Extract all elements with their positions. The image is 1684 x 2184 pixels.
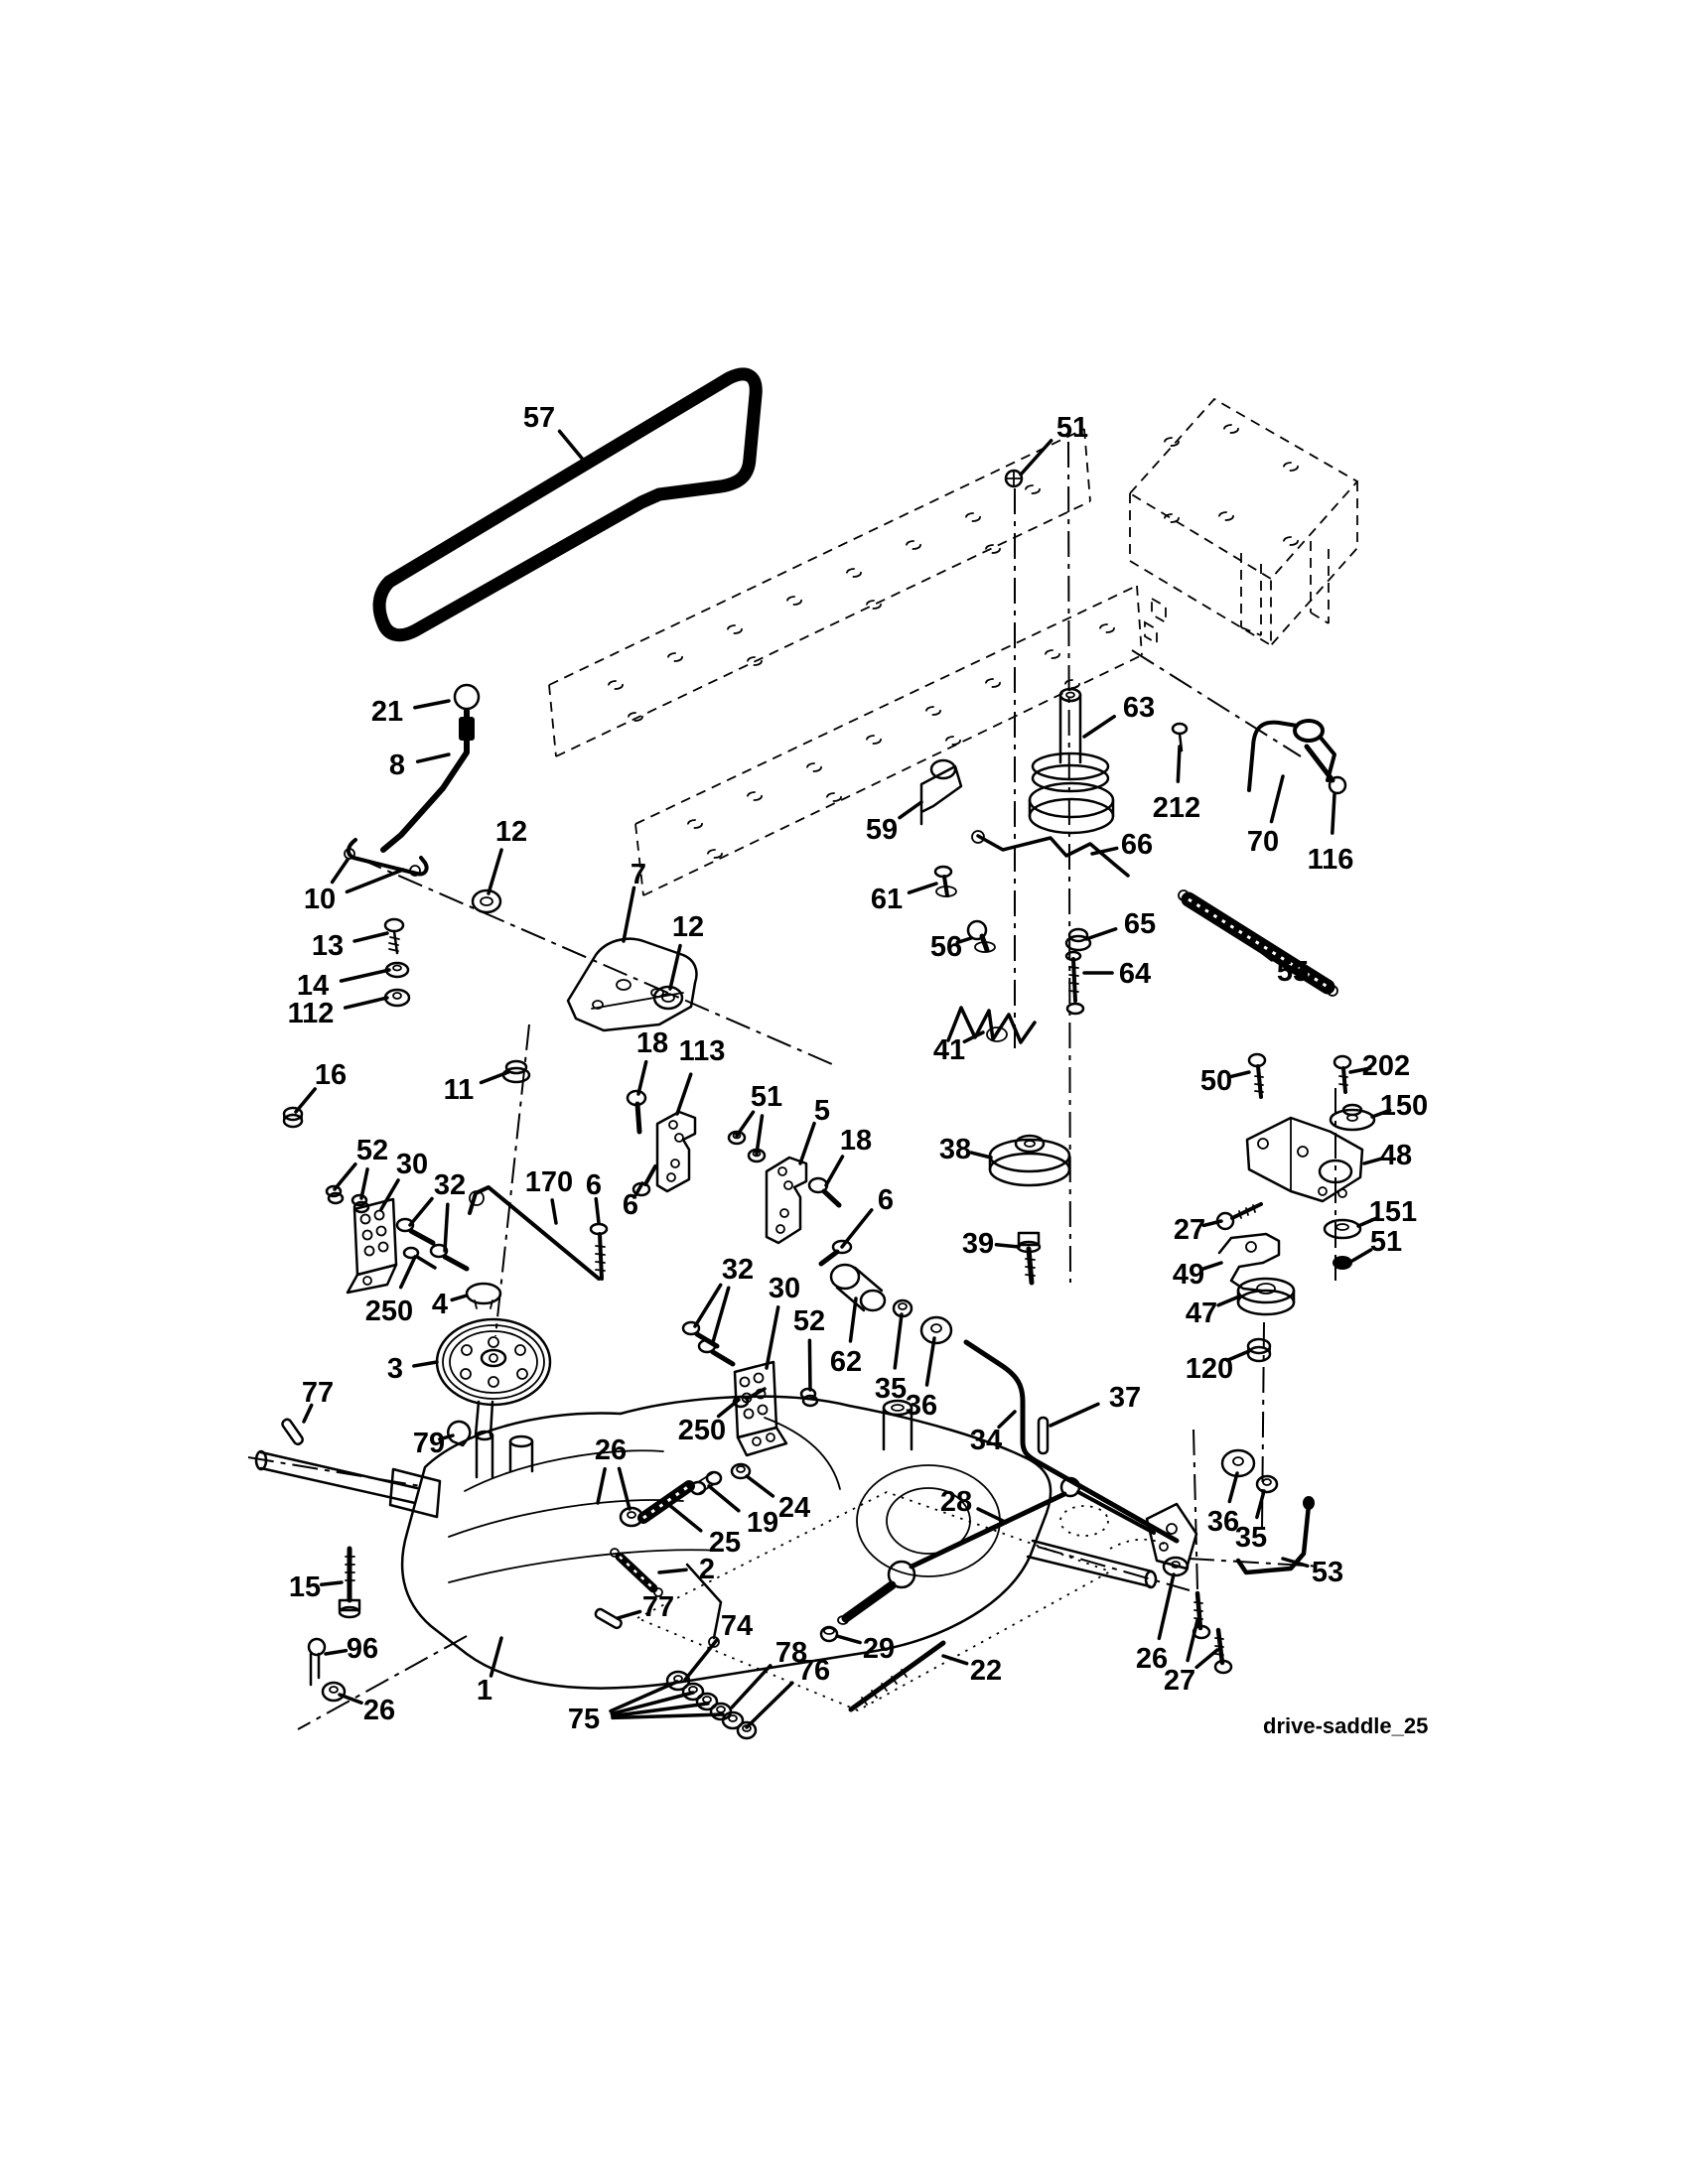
leader-line <box>800 1124 814 1163</box>
callout-16-22 <box>296 1059 347 1112</box>
leader-line <box>1203 1263 1221 1269</box>
callout-15-81 <box>289 1571 342 1603</box>
callout-52-56 <box>793 1305 825 1390</box>
part-label-8: 8 <box>388 750 406 781</box>
callout-29-73 <box>837 1633 895 1665</box>
callout-77-52 <box>302 1377 334 1422</box>
part-label-79: 79 <box>412 1428 446 1459</box>
part-label-66: 66 <box>1120 829 1154 861</box>
bolt-50 <box>1249 1054 1265 1097</box>
bolt-18b <box>809 1178 839 1205</box>
leader-line <box>669 1505 701 1531</box>
callout-48-39 <box>1364 1140 1412 1171</box>
callout-63-4 <box>1084 692 1155 737</box>
part-label-6: 6 <box>622 1189 639 1221</box>
part-label-112: 112 <box>287 998 335 1029</box>
callout-8-3 <box>389 750 449 781</box>
leader-line <box>757 1116 763 1154</box>
leader-line <box>895 1314 902 1368</box>
leader-line <box>737 1112 754 1136</box>
part-label-6: 6 <box>877 1184 895 1216</box>
key-96 <box>309 1639 325 1685</box>
callout-151-41 <box>1358 1196 1417 1228</box>
leader-line <box>709 1486 739 1511</box>
leader-line <box>900 802 921 818</box>
bracket-113 <box>657 1112 695 1191</box>
part-label-41: 41 <box>932 1034 966 1066</box>
part-label-77: 77 <box>301 1377 335 1409</box>
part-label-35: 35 <box>1234 1522 1268 1554</box>
part-label-18: 18 <box>839 1125 873 1157</box>
bolt-202 <box>1334 1056 1350 1092</box>
nut-16 <box>284 1108 302 1127</box>
callout-18-24 <box>636 1027 668 1094</box>
bolt-51-top <box>1006 471 1022 486</box>
callout-56-14 <box>930 931 971 963</box>
bolt-6c <box>821 1241 851 1264</box>
part-label-48: 48 <box>1379 1140 1413 1171</box>
part-label-16: 16 <box>314 1059 348 1091</box>
part-label-250: 250 <box>364 1296 414 1327</box>
part-label-2: 2 <box>698 1554 716 1585</box>
part-label-3: 3 <box>386 1353 404 1385</box>
part-label-52: 52 <box>792 1305 826 1337</box>
callout-7-17 <box>624 859 646 941</box>
diagram-code: drive-saddle_25 <box>1263 1713 1429 1738</box>
leader-line <box>971 1153 991 1158</box>
part-label-170: 170 <box>524 1166 574 1198</box>
leader-line <box>410 1199 432 1225</box>
bolts-32b <box>683 1322 733 1364</box>
part-label-150: 150 <box>1379 1090 1429 1122</box>
callout-3-51 <box>387 1353 437 1385</box>
callout-61-10 <box>871 884 936 915</box>
leader-line <box>1333 794 1334 833</box>
leader-line <box>326 1651 346 1654</box>
washer-36a <box>921 1317 951 1343</box>
leader-line <box>826 1157 843 1185</box>
callout-11-23 <box>444 1072 508 1106</box>
callout-41-29 <box>933 1032 983 1066</box>
callout-75-72 <box>568 1682 723 1735</box>
callout-113-25 <box>677 1035 725 1114</box>
part-label-77: 77 <box>641 1591 675 1623</box>
part-label-57: 57 <box>522 402 556 434</box>
callout-36-60 <box>906 1338 937 1422</box>
part-label-30: 30 <box>768 1273 801 1304</box>
part-label-25: 25 <box>708 1527 742 1559</box>
bolt-27a <box>1217 1204 1261 1229</box>
leader-line <box>452 1296 467 1299</box>
leader-line <box>943 1656 967 1664</box>
part-label-120: 120 <box>1185 1353 1234 1385</box>
part-label-5: 5 <box>813 1095 831 1127</box>
callout-51-26 <box>737 1081 782 1154</box>
callout-65-11 <box>1086 908 1156 940</box>
leader-line <box>346 998 387 1008</box>
part-label-65: 65 <box>1123 908 1157 940</box>
leader-line <box>659 1570 686 1572</box>
callout-39-31 <box>962 1228 1019 1260</box>
part-label-62: 62 <box>829 1346 863 1378</box>
callout-12-18 <box>670 911 704 989</box>
leader-line <box>598 1469 605 1503</box>
leader-line <box>1229 1473 1237 1502</box>
screw-64 <box>1066 952 1083 1014</box>
leader-line <box>489 850 501 893</box>
part-label-52: 52 <box>355 1135 389 1166</box>
leader-line <box>1084 717 1114 737</box>
part-label-63: 63 <box>1122 692 1156 724</box>
callout-59-8 <box>866 802 921 846</box>
pulley-38 <box>990 1136 1069 1185</box>
callout-6-32 <box>586 1169 602 1223</box>
chassis-frame-ghost <box>1130 399 1357 645</box>
part-label-76: 76 <box>797 1655 831 1687</box>
part-label-21: 21 <box>370 696 404 728</box>
clip-59 <box>921 760 961 824</box>
leader-line <box>842 1210 872 1247</box>
callout-35-78 <box>1235 1491 1267 1554</box>
part-label-113: 113 <box>678 1035 726 1067</box>
callout-70-6 <box>1247 776 1283 858</box>
part-label-56: 56 <box>929 931 963 963</box>
callout-6-34 <box>842 1184 894 1247</box>
part-label-29: 29 <box>862 1633 896 1665</box>
leader-line <box>1188 1620 1197 1661</box>
bolts-32a <box>397 1219 467 1269</box>
frame-rail-right <box>635 586 1142 895</box>
link-37 <box>1039 1418 1048 1453</box>
part-label-74: 74 <box>720 1610 754 1642</box>
part-label-30: 30 <box>395 1149 429 1180</box>
part-label-27: 27 <box>1163 1665 1196 1697</box>
part-label-12: 12 <box>494 816 528 848</box>
part-label-96: 96 <box>346 1633 379 1665</box>
callout-64-12 <box>1084 958 1151 990</box>
part-label-26: 26 <box>362 1695 396 1726</box>
callout-47-44 <box>1186 1297 1239 1329</box>
callout-13-19 <box>312 930 387 962</box>
callout-2-67 <box>659 1554 715 1585</box>
bracket-5 <box>767 1158 806 1243</box>
pin-77a <box>281 1418 304 1445</box>
leader-line <box>910 884 937 892</box>
callout-202-37 <box>1350 1050 1410 1082</box>
part-label-39: 39 <box>961 1228 995 1260</box>
leader-line <box>418 754 449 761</box>
callout-21-2 <box>371 696 449 728</box>
callout-26-63 <box>595 1434 630 1509</box>
drive-belt <box>379 374 756 635</box>
part-label-24: 24 <box>777 1492 811 1524</box>
leader-line <box>747 1476 772 1496</box>
callout-26-83 <box>340 1695 395 1726</box>
leader-line <box>1272 776 1283 822</box>
callout-116-7 <box>1308 794 1354 876</box>
bolt-116 <box>1307 747 1345 793</box>
part-label-61: 61 <box>870 884 904 915</box>
part-label-38: 38 <box>938 1134 972 1165</box>
rod-66 <box>972 831 1128 876</box>
spring-55 <box>1179 890 1337 996</box>
cap-29 <box>821 1627 837 1641</box>
washer-151 <box>1325 1220 1360 1238</box>
callout-79-53 <box>413 1428 453 1459</box>
callout-5-27 <box>800 1095 830 1163</box>
callout-32-54 <box>695 1254 754 1342</box>
part-label-27: 27 <box>1173 1214 1206 1246</box>
part-label-51: 51 <box>750 1081 783 1113</box>
callout-35-59 <box>875 1314 907 1405</box>
part-label-26: 26 <box>594 1434 628 1466</box>
callout-57-0 <box>523 402 589 467</box>
part-label-64: 64 <box>1118 958 1152 990</box>
bolt-39 <box>1018 1233 1040 1283</box>
roller-62 <box>831 1265 885 1310</box>
callout-66-9 <box>1092 829 1153 861</box>
part-label-151: 151 <box>1368 1196 1418 1228</box>
screw-13 <box>385 919 403 953</box>
part-label-22: 22 <box>969 1655 1003 1687</box>
callout-26-79 <box>1136 1574 1174 1675</box>
leader-line <box>1218 1297 1239 1305</box>
part-label-11: 11 <box>443 1074 475 1106</box>
pulley-47 <box>1238 1279 1294 1314</box>
part-label-36: 36 <box>905 1390 938 1422</box>
part-label-15: 15 <box>288 1571 322 1603</box>
callout-49-43 <box>1173 1259 1221 1291</box>
part-label-19: 19 <box>746 1507 779 1539</box>
part-label-13: 13 <box>311 930 345 962</box>
leader-line <box>1178 747 1180 781</box>
clip-79 <box>448 1422 470 1445</box>
leader-line <box>347 870 403 891</box>
part-label-10: 10 <box>303 884 337 915</box>
plug-4 <box>467 1284 500 1308</box>
part-label-53: 53 <box>1311 1557 1344 1588</box>
leader-line <box>341 970 389 981</box>
leader-line <box>927 1338 934 1385</box>
leader-line <box>695 1285 721 1326</box>
leader-line <box>560 431 589 467</box>
part-label-78: 78 <box>774 1637 808 1669</box>
part-label-32: 32 <box>721 1254 755 1286</box>
part-label-55: 55 <box>1276 956 1310 988</box>
spring-2 <box>611 1549 662 1596</box>
leader-line <box>638 1062 646 1094</box>
part-label-51: 51 <box>1055 412 1089 444</box>
leader-line <box>677 1074 691 1114</box>
bolt-61 <box>935 867 956 896</box>
leader-line <box>335 1164 355 1189</box>
callout-6-33 <box>623 1183 642 1221</box>
callout-37-62 <box>1051 1382 1141 1426</box>
leader-line <box>415 701 449 708</box>
callout-77-68 <box>618 1591 674 1623</box>
leader-line <box>996 1245 1019 1247</box>
washer-26c <box>323 1683 345 1701</box>
callout-18-28 <box>826 1125 872 1185</box>
bolts-27b <box>1193 1593 1231 1673</box>
ghost-plate-dotted <box>637 1492 1170 1710</box>
part-label-34: 34 <box>969 1425 1003 1456</box>
callout-96-82 <box>326 1633 378 1665</box>
callout-53-76 <box>1283 1557 1343 1588</box>
leader-line <box>624 887 633 941</box>
callout-38-30 <box>939 1134 991 1165</box>
leader-line <box>296 1089 315 1112</box>
part-label-51: 51 <box>1369 1226 1403 1258</box>
part-label-26: 26 <box>1135 1643 1169 1675</box>
pulley-3 <box>437 1319 550 1405</box>
bracket-30b <box>735 1362 786 1455</box>
part-label-212: 212 <box>1152 792 1201 824</box>
callout-120-45 <box>1186 1351 1249 1385</box>
callout-170-35 <box>525 1166 573 1223</box>
nut-35b <box>1257 1476 1277 1492</box>
leader-line <box>1196 1650 1217 1667</box>
callout-112-21 <box>288 998 387 1029</box>
leader-line <box>1051 1404 1098 1426</box>
part-label-35: 35 <box>874 1373 908 1405</box>
leader-line <box>333 860 348 883</box>
rod-170 <box>470 1187 599 1279</box>
bracket-30a <box>348 1199 396 1293</box>
callout-12-16 <box>489 816 527 893</box>
part-label-32: 32 <box>433 1169 467 1201</box>
leader-line <box>552 1200 556 1223</box>
leader-line <box>809 1340 810 1390</box>
part-label-14: 14 <box>296 970 330 1002</box>
leader-line <box>445 1204 448 1251</box>
part-label-75: 75 <box>567 1704 601 1735</box>
leader-line <box>401 1257 415 1288</box>
part-label-202: 202 <box>1361 1050 1411 1082</box>
part-label-50: 50 <box>1199 1065 1233 1097</box>
leader-line <box>354 933 387 941</box>
part-label-28: 28 <box>939 1486 973 1518</box>
idler-pulley-63 <box>1030 689 1113 833</box>
part-label-18: 18 <box>635 1027 669 1059</box>
leader-line <box>381 1180 398 1209</box>
leader-line <box>322 1582 342 1584</box>
callout-28-74 <box>940 1486 1005 1522</box>
callout-50-36 <box>1200 1065 1249 1097</box>
nut-51c <box>1333 1256 1352 1270</box>
callout-150-38 <box>1372 1090 1428 1122</box>
leader-line <box>361 1169 367 1198</box>
callout-32-48 <box>410 1169 466 1251</box>
callout-212-5 <box>1153 747 1200 824</box>
part-label-7: 7 <box>630 859 647 890</box>
leader-line <box>414 1362 437 1366</box>
part-label-4: 4 <box>431 1289 449 1320</box>
part-label-250: 250 <box>677 1415 727 1446</box>
washer-row-75 <box>667 1672 756 1738</box>
leader-line <box>1231 1072 1249 1076</box>
leader-line <box>851 1298 857 1341</box>
part-label-37: 37 <box>1108 1382 1142 1414</box>
leader-line <box>1086 929 1116 939</box>
leader-line <box>596 1199 599 1223</box>
part-label-116: 116 <box>1307 844 1354 876</box>
part-label-36: 36 <box>1206 1506 1240 1538</box>
leader-line <box>837 1636 860 1643</box>
callout-52-46 <box>335 1135 388 1198</box>
part-label-1: 1 <box>476 1675 493 1706</box>
bolt-6a <box>591 1224 607 1279</box>
part-label-47: 47 <box>1185 1297 1218 1329</box>
callout-4-50 <box>432 1289 467 1320</box>
leader-line <box>620 1468 630 1509</box>
callout-62-58 <box>830 1298 862 1378</box>
shift-lever-assembly <box>345 685 479 876</box>
part-label-49: 49 <box>1172 1259 1205 1291</box>
washer-12a <box>473 890 500 912</box>
nut-120 <box>1248 1339 1270 1361</box>
part-label-59: 59 <box>865 814 899 846</box>
bolt-18a <box>628 1091 645 1132</box>
part-label-12: 12 <box>671 911 705 943</box>
bolt-56 <box>968 921 995 952</box>
part-label-70: 70 <box>1246 826 1280 858</box>
leader-line <box>1352 1250 1371 1261</box>
callout-22-75 <box>943 1655 1002 1687</box>
callout-250-57 <box>678 1400 739 1446</box>
leader-line <box>747 1683 792 1727</box>
part-label-6: 6 <box>585 1169 603 1201</box>
leader-line <box>978 1509 1005 1522</box>
leader-line <box>767 1307 778 1368</box>
callout-27-40 <box>1174 1214 1221 1246</box>
leader-line <box>618 1611 640 1618</box>
grommet-150 <box>1331 1105 1374 1130</box>
